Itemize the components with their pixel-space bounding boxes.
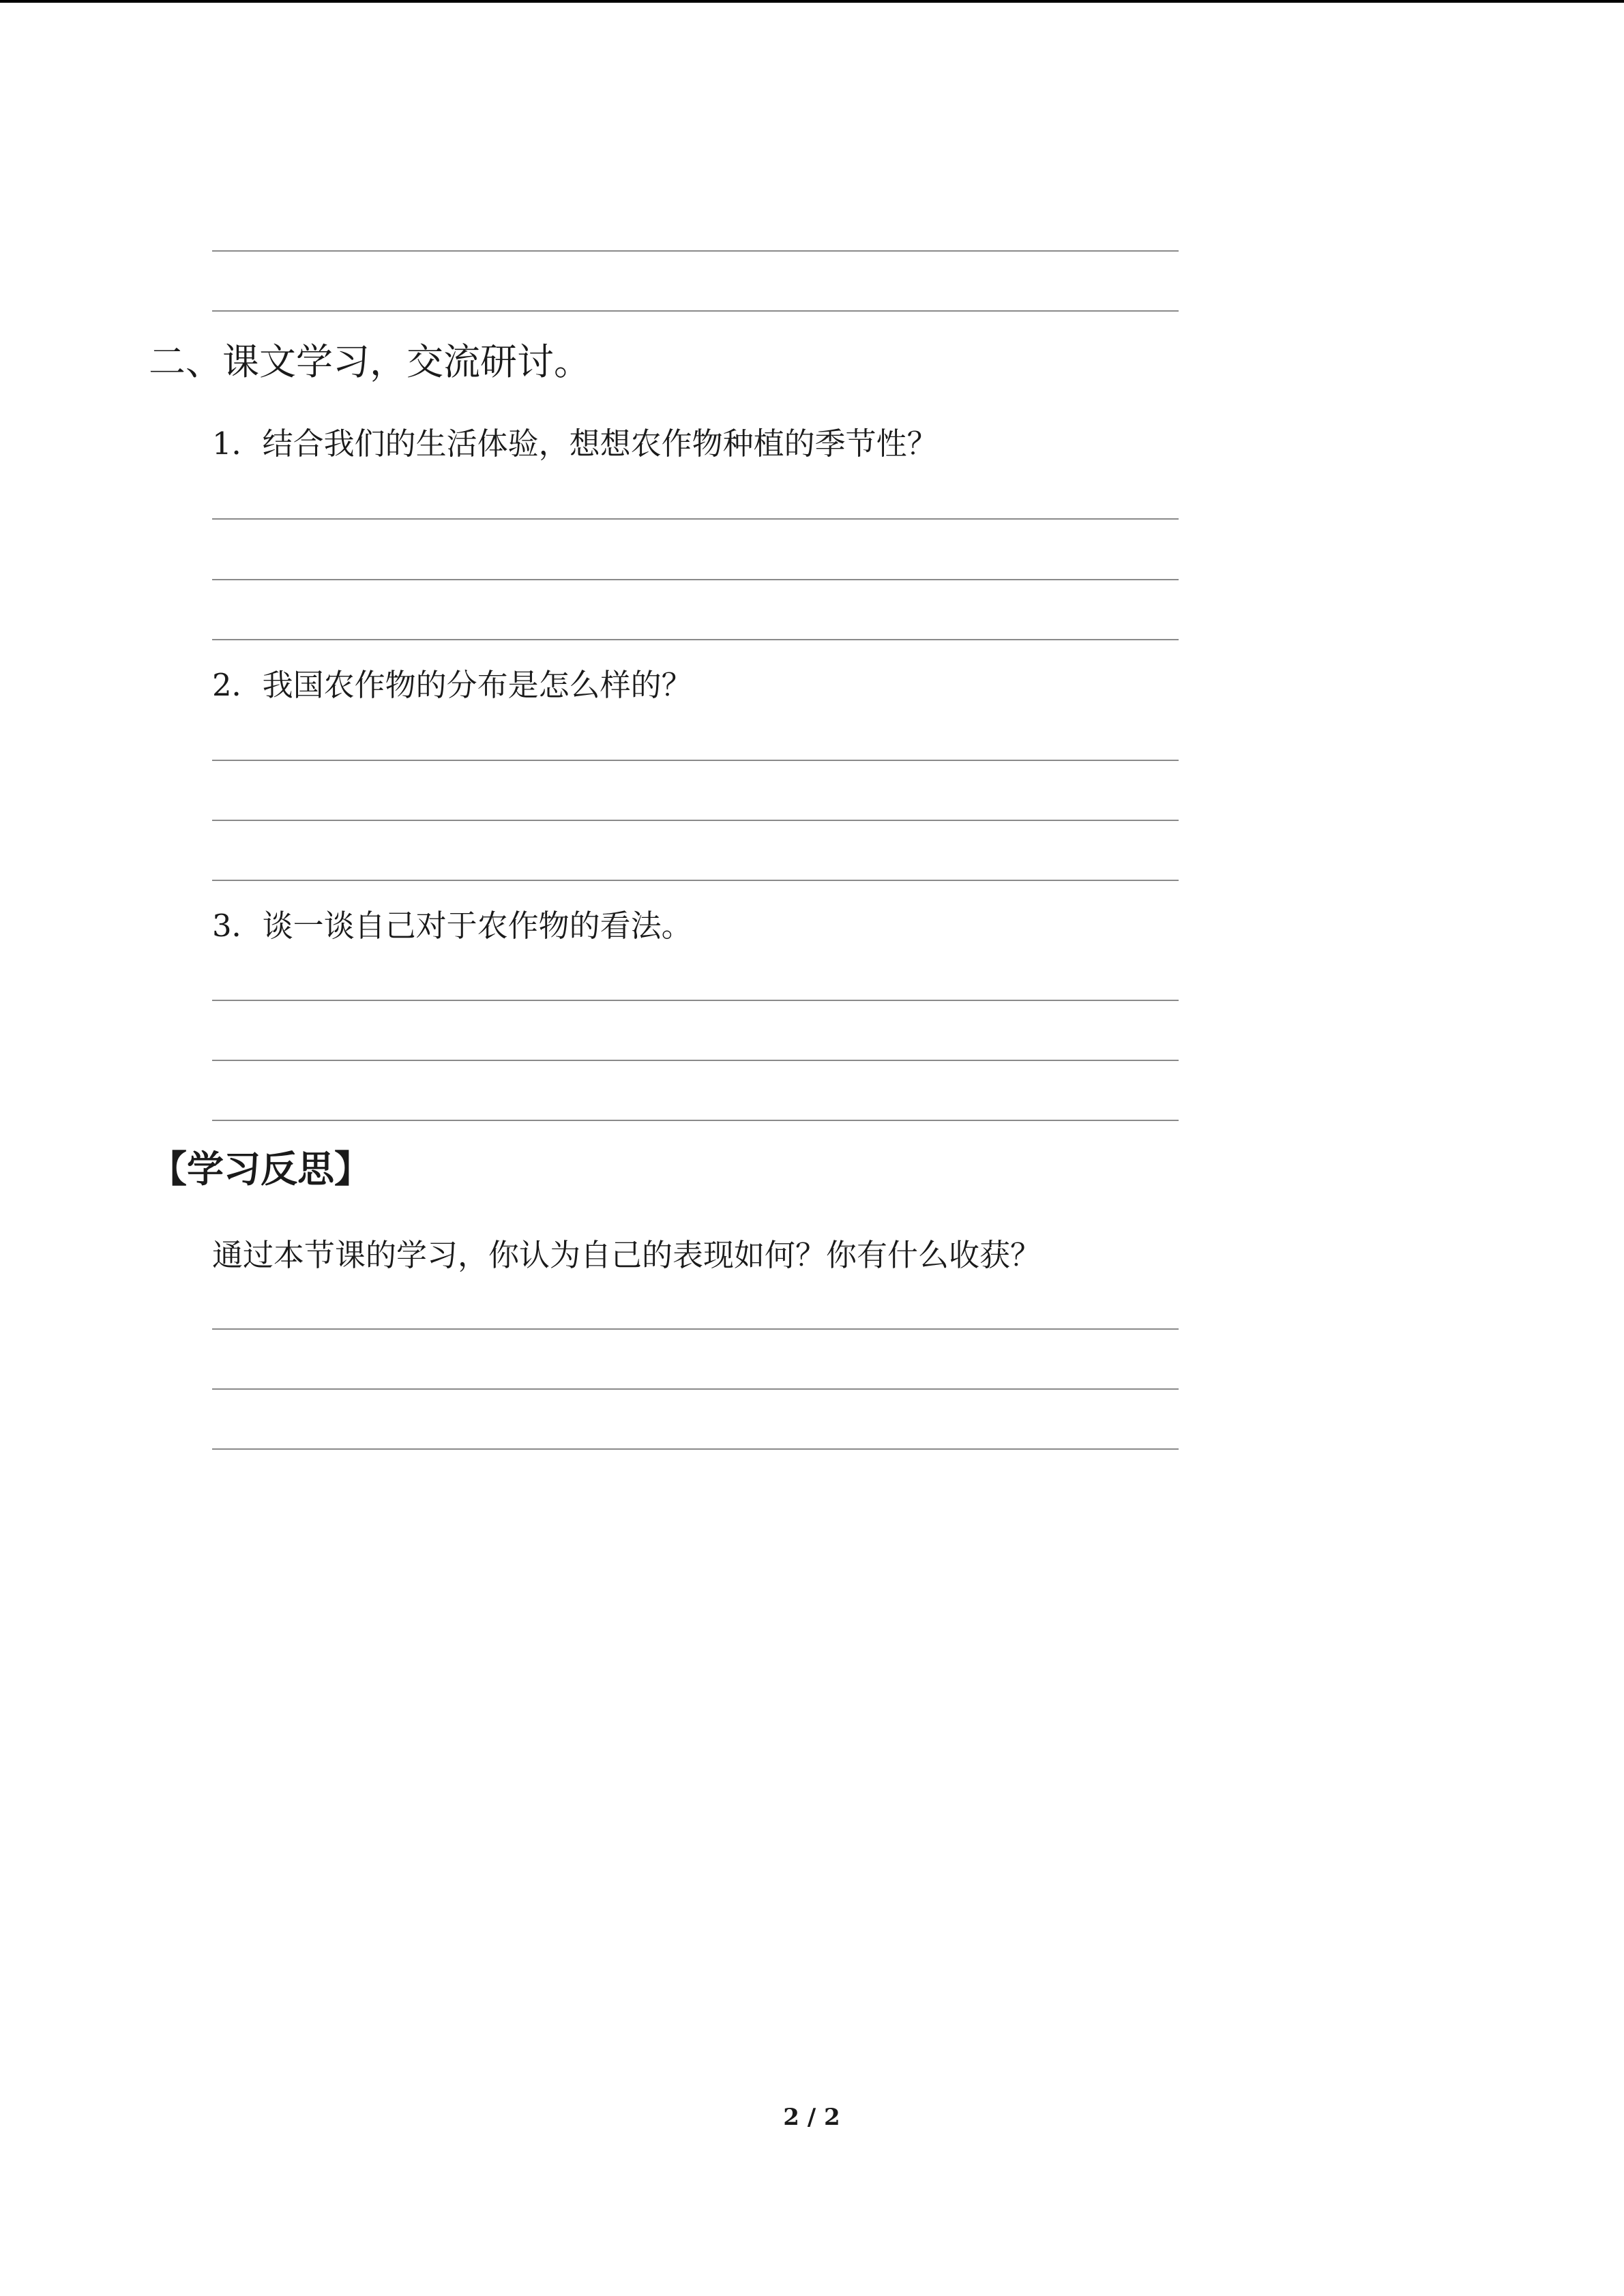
answer-line[interactable]: [212, 1328, 1179, 1330]
answer-line[interactable]: [212, 639, 1179, 640]
answer-line[interactable]: [212, 1448, 1179, 1450]
answer-line[interactable]: [212, 1388, 1179, 1390]
answer-line[interactable]: [212, 1060, 1179, 1061]
page-number: 2 / 2: [783, 2104, 840, 2131]
page-top-border: [0, 0, 1624, 3]
reflection-heading: 【学习反思】: [150, 1148, 371, 1191]
answer-line[interactable]: [212, 760, 1179, 761]
section-heading: 二、课文学习，交流研讨。: [149, 340, 591, 383]
question-3: 3．谈一谈自己对于农作物的看法。: [212, 908, 692, 944]
answer-line[interactable]: [212, 820, 1179, 821]
answer-line[interactable]: [212, 518, 1179, 520]
question-2: 2．我国农作物的分布是怎么样的？: [212, 667, 692, 703]
answer-line[interactable]: [212, 880, 1179, 881]
reflection-prompt: 通过本节课的学习，你认为自己的表现如何？你有什么收获？: [212, 1237, 1042, 1273]
answer-line[interactable]: [212, 1000, 1179, 1001]
answer-line[interactable]: [212, 250, 1179, 252]
answer-line[interactable]: [212, 1120, 1179, 1121]
question-1: 1．结合我们的生活体验，想想农作物种植的季节性？: [212, 426, 938, 462]
answer-line[interactable]: [212, 579, 1179, 580]
answer-line[interactable]: [212, 310, 1179, 312]
